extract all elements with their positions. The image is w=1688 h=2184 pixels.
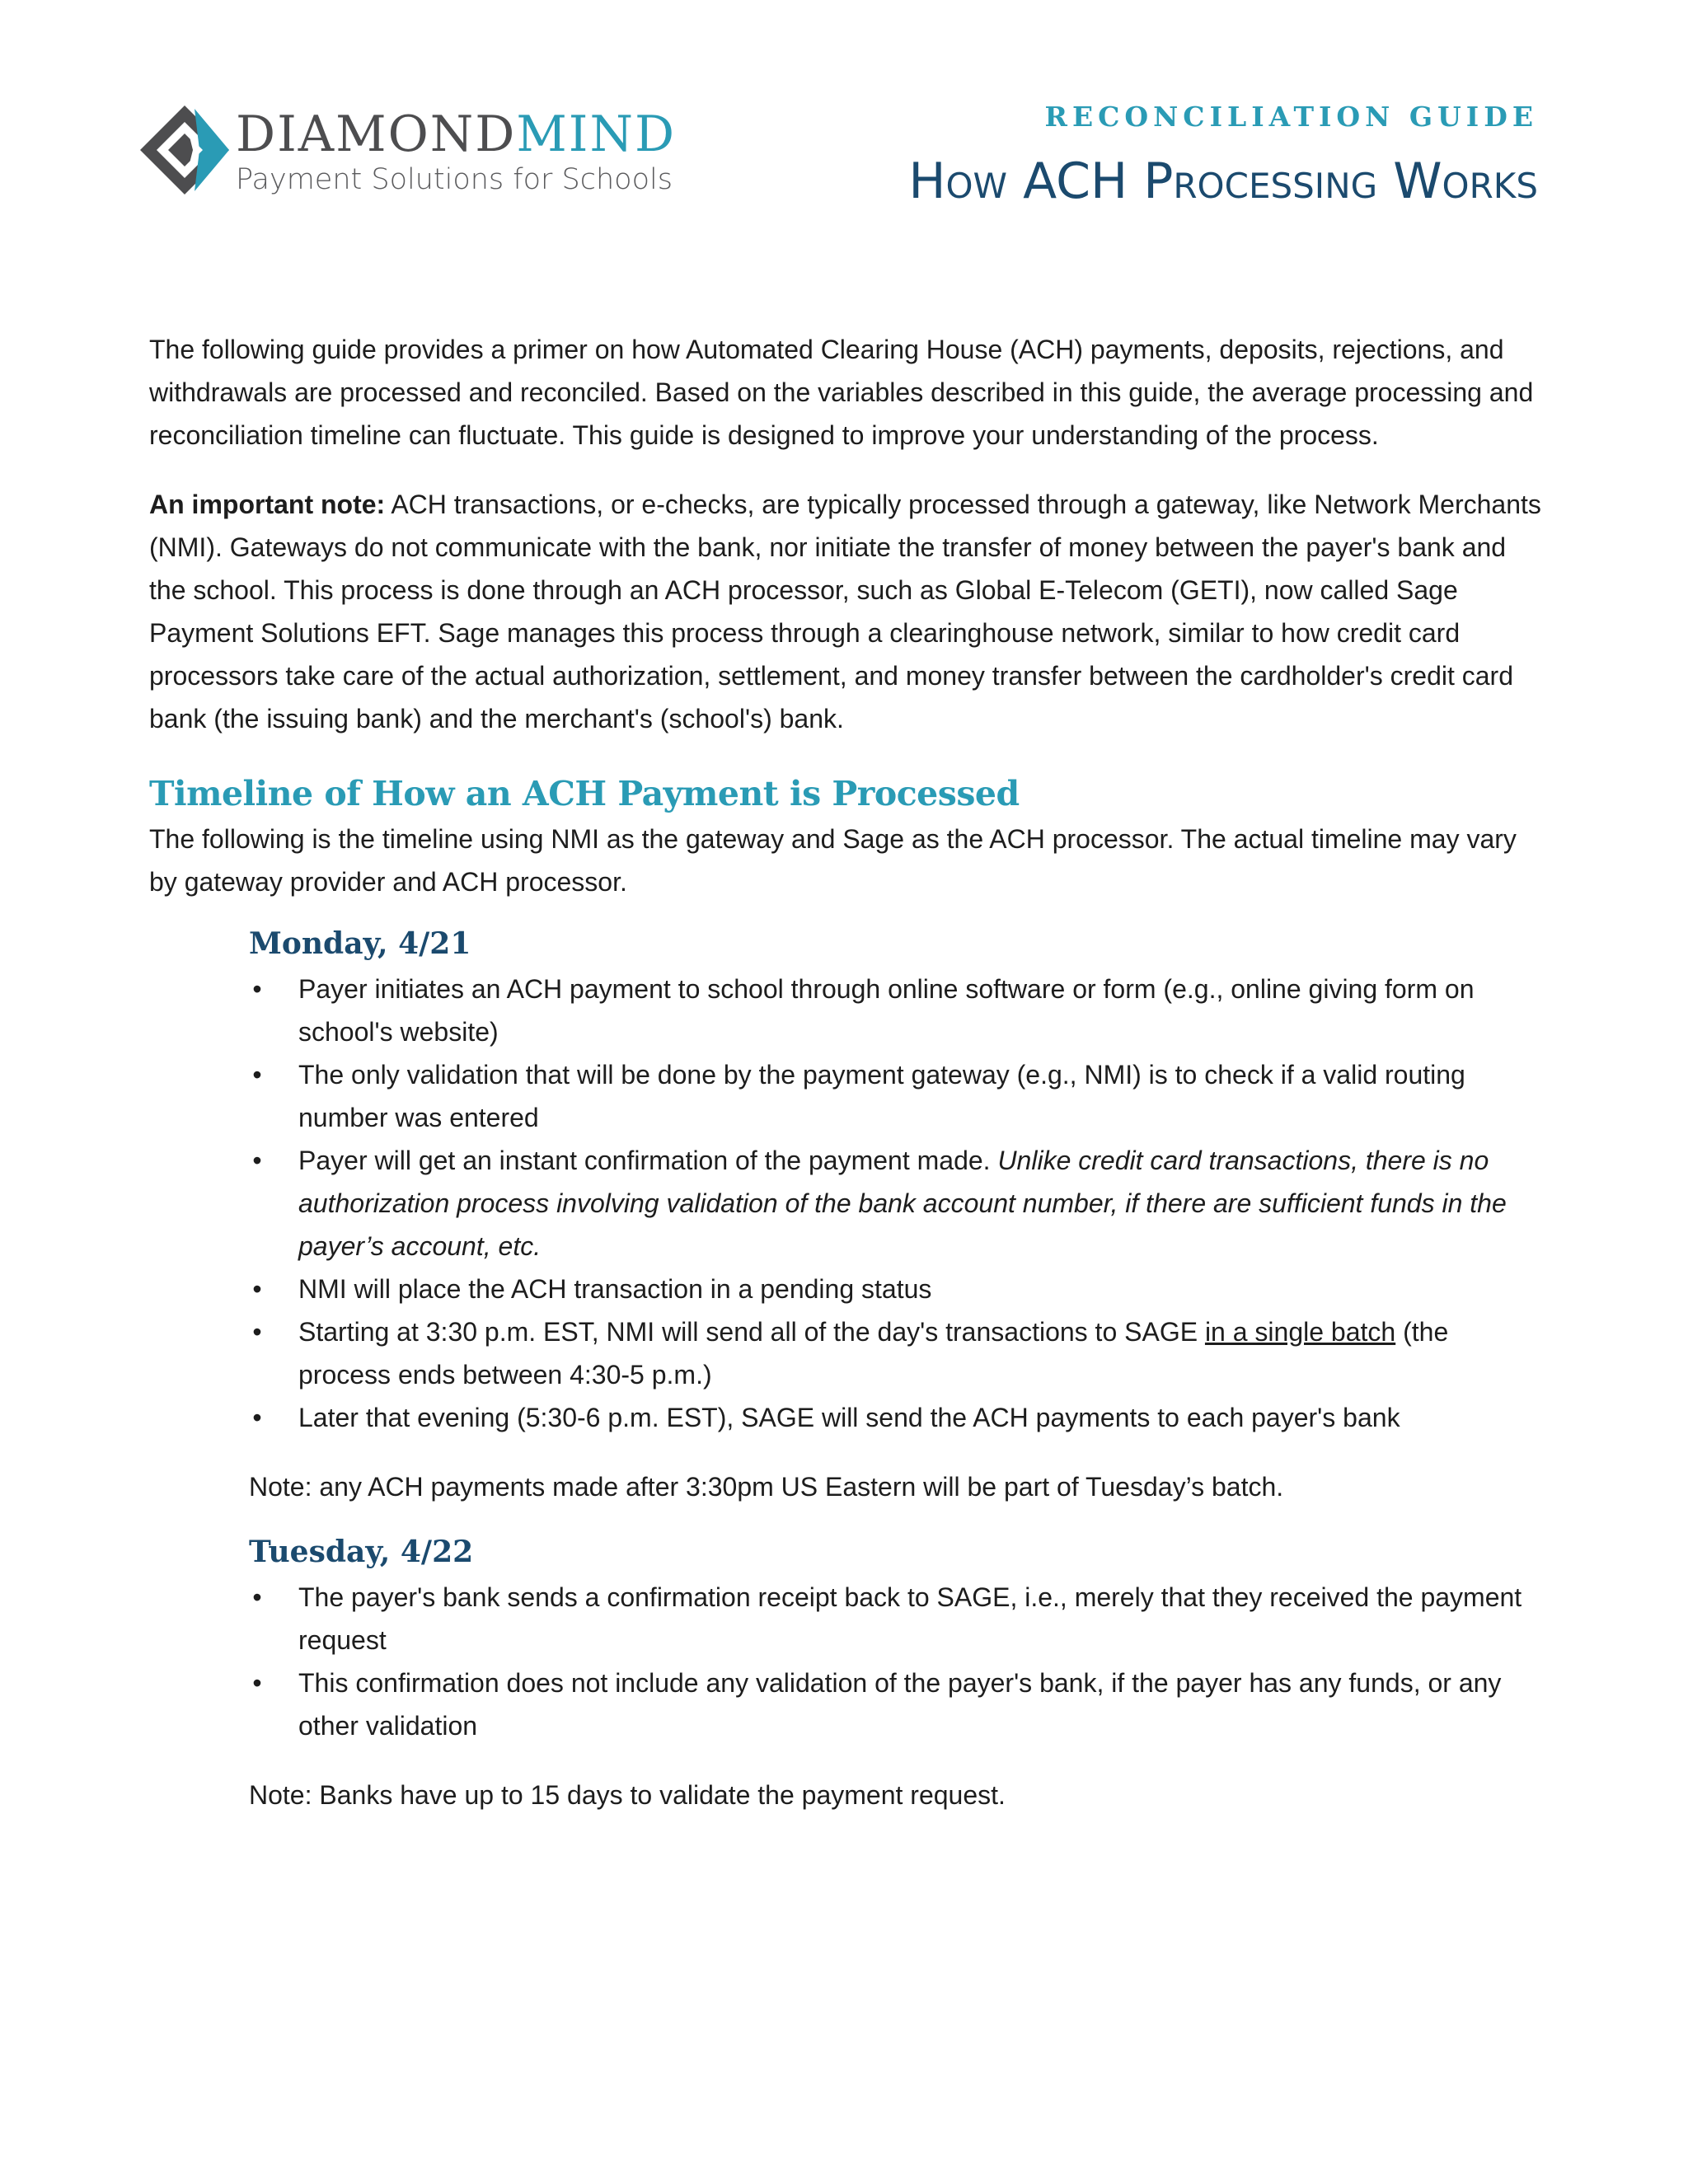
monday-section — [249, 920, 1542, 1508]
timeline-heading: Timeline of How an ACH Payment is Processed — [149, 774, 1020, 813]
list-item — [249, 1268, 1542, 1310]
list-item — [249, 1310, 1542, 1396]
list-item — [249, 1053, 1542, 1139]
important-note-text: ACH transactions, or e-checks, are typically processed through a gateway, like Network Merchants (NMI). Gateways do not communicate with the bank, nor initiate the transfer of money between the payer's bank and the school. This process is done through an ACH processor, such as Global E-Telecom (GETI), now called Sage Payment Solutions EFT. Sage manages this process through a clearinghouse network, similar to how credit card processors take care of the actual authorization, settlement, and money transfer between the cardholder's credit card bank (the issuing bank) and the merchant's (school's) bank. — [149, 490, 1541, 733]
list-item-italic-text: Unlike credit card transactions, there is no authorization process involving validation of the bank account number, if there are sufficient funds in the payer’s account, etc. — [298, 1146, 1507, 1261]
important-note-label: An important note: — [149, 490, 386, 519]
intro-paragraph: The following guide provides a primer on how Automated Clearing House (ACH) payments, deposits, rejections, and withdrawals are processed and reconciled. Based on the variables described in this guide, the average processing and reconciliation timeline can fluctuate. This guide is designed to improve your understanding of the process. — [149, 335, 1534, 450]
list-item-text: This confirmation does not include any validation of the payer's bank, if the payer has any funds, or any other validation — [298, 1668, 1502, 1741]
monday-heading: Monday, 4/21 — [249, 926, 471, 961]
brand-name — [236, 107, 676, 162]
list-item — [249, 1576, 1542, 1661]
list-item-text: Later that evening (5:30-6 p.m. EST), SAGE will send the ACH payments to each payer's bank — [298, 1403, 1400, 1432]
brand-name-part2: MIND — [516, 105, 677, 163]
list-item-text: NMI will place the ACH transaction in a pending status — [298, 1274, 932, 1304]
bullet-icon: • — [252, 974, 262, 1004]
bullet-icon: • — [252, 1317, 262, 1347]
document-header — [908, 97, 1538, 209]
monday-bullet-list — [249, 968, 1542, 1439]
bullet-icon: • — [252, 1146, 262, 1175]
document-body — [149, 328, 1542, 1836]
guide-label: RECONCILIATION GUIDE — [1044, 101, 1538, 133]
bullet-icon: • — [252, 1668, 262, 1698]
list-item-text: The only validation that will be done by the payment gateway (e.g., NMI) is to check if a valid routing number was entered — [298, 1060, 1465, 1132]
list-item-text: Starting at 3:30 p.m. EST, NMI will send all of the day's transactions to SAGE — [298, 1317, 1205, 1347]
monday-note: Note: any ACH payments made after 3:30pm US Eastern will be part of Tuesday’s batch. — [249, 1472, 1284, 1502]
bullet-icon: • — [252, 1582, 262, 1612]
list-item-text: Payer will get an instant confirmation of the payment made. — [298, 1146, 998, 1175]
list-item-text: The payer's bank sends a confirmation receipt back to SAGE, i.e., merely that they received the payment request — [298, 1582, 1522, 1655]
list-item — [249, 1661, 1542, 1747]
list-item — [249, 1396, 1542, 1439]
list-item-text: Payer initiates an ACH payment to school through online software or form (e.g., online giving form on school's website) — [298, 974, 1475, 1047]
important-note-paragraph — [149, 483, 1542, 740]
brand-name-part1: DIAMOND — [236, 105, 517, 163]
company-logo — [138, 104, 677, 203]
tuesday-heading: Tuesday, 4/22 — [249, 1535, 474, 1569]
list-item — [249, 968, 1542, 1053]
diamond-mark-icon — [138, 104, 231, 196]
timeline-intro: The following is the timeline using NMI as the gateway and Sage as the ACH processor. The actual timeline may vary by gateway provider and ACH processor. — [149, 824, 1517, 897]
bullet-icon: • — [252, 1274, 262, 1304]
bullet-icon: • — [252, 1060, 262, 1090]
underlined-phrase: in a single batch — [1204, 1317, 1396, 1347]
list-item — [249, 1139, 1542, 1268]
tuesday-note: Note: Banks have up to 15 days to validate the payment request. — [249, 1780, 1006, 1810]
bullet-icon: • — [252, 1403, 262, 1432]
page-title: How ACH Processing Works — [908, 152, 1538, 210]
list-item-text-end: (the process ends between 4:30-5 p.m.) — [298, 1317, 1449, 1390]
tuesday-bullet-list — [249, 1576, 1542, 1747]
tuesday-section — [249, 1528, 1542, 1816]
brand-tagline: Payment Solutions for Schools — [236, 163, 673, 196]
